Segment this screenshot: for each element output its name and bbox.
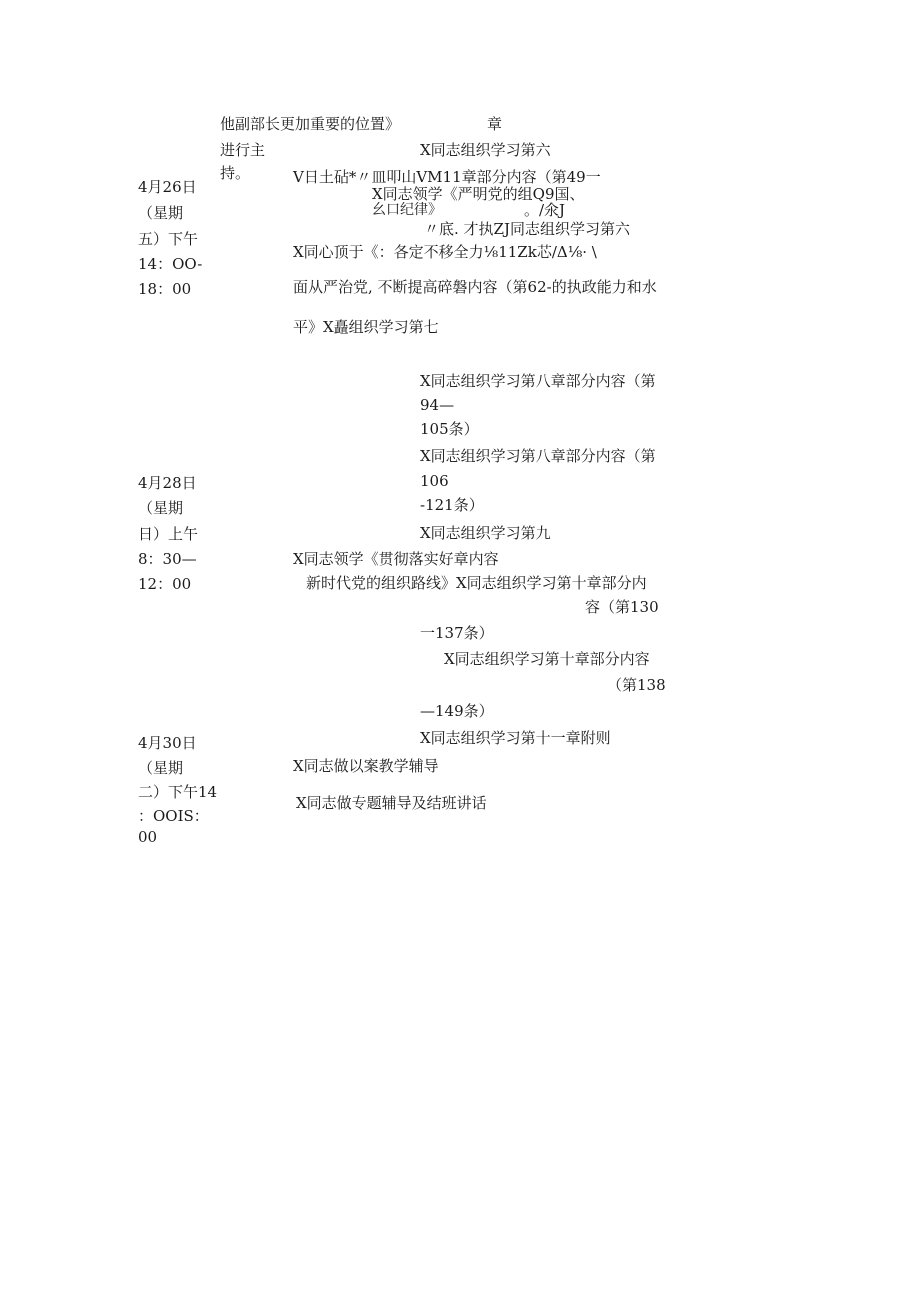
date-line: 日）上午 [138,525,199,543]
date-line: ：OOIS： [138,807,209,825]
date-line: 二）下午14 [138,783,218,801]
content-line: 新时代党的组织路线》X同志组织学习第十章部分内 [306,574,647,592]
content-line: 。/氽J [524,201,566,219]
content-line: 〃底. 才执ZJ同志组织学习第六 [424,220,630,238]
content-line: X同志组织学习第九 [420,524,551,542]
content-line: 面从严治党, 不断提高碎磐内容（第62-的执政能力和水 [293,278,657,296]
content-line: 106 [420,472,449,490]
content-line: 容（第130 [585,598,659,616]
content-line: -121条） [420,496,484,514]
content-line: 平》X矗组织学习第七 [293,318,439,336]
date-line: 4月28日 [138,474,197,492]
content-line: X同志领学《贯彻落实好章内容 [293,550,499,568]
date-line: 14：OO- [138,255,203,273]
content-line: X同心顶于《：各定不移全力⅛11Zk芯/Δ⅛· \ [293,243,597,261]
content-line: 幺口纪律》 [372,202,442,218]
date-line: 00 [138,828,158,846]
content-line: （第138 [607,676,666,694]
host-line: 进行主 [220,141,266,159]
date-line: 五）下午 [138,230,199,248]
host-line: 持。 [220,164,251,182]
content-line: X同志领学《严明党的组Q9国、 [372,185,585,203]
content-line: X同志组织学习第十一章附则 [420,729,611,747]
content-line: X同志组织学习第十章部分内容 [444,650,650,668]
date-line: （星期 [138,204,184,222]
date-line: 12：00 [138,575,192,593]
content-line: X同志组织学习第六 [420,141,551,159]
content-line: 94— [420,396,455,414]
content-line: X同志组织学习第八章部分内容（第 [420,447,656,465]
date-line: 8：30— [138,550,197,568]
content-line: X同志做专题辅导及结班讲话 [296,794,487,812]
date-line: 18：00 [138,280,192,298]
content-line: X同志做以案教学辅导 [293,757,439,775]
content-line: X同志组织学习第八章部分内容（第 [420,372,656,390]
date-line: （星期 [138,759,184,777]
content-line: —149条） [420,702,494,720]
content-line: 章 [487,115,503,133]
host-line: 他副部长更加重要的位置》 [220,115,401,133]
content-line: 一137条） [420,624,494,642]
date-line: 4月26日 [138,178,197,196]
date-line: 4月30日 [138,734,197,752]
date-line: （星期 [138,499,184,517]
content-line: V日土砧*〃皿叩山VM11章部分内容（第49一 [293,168,601,186]
content-line: 105条） [420,420,479,438]
